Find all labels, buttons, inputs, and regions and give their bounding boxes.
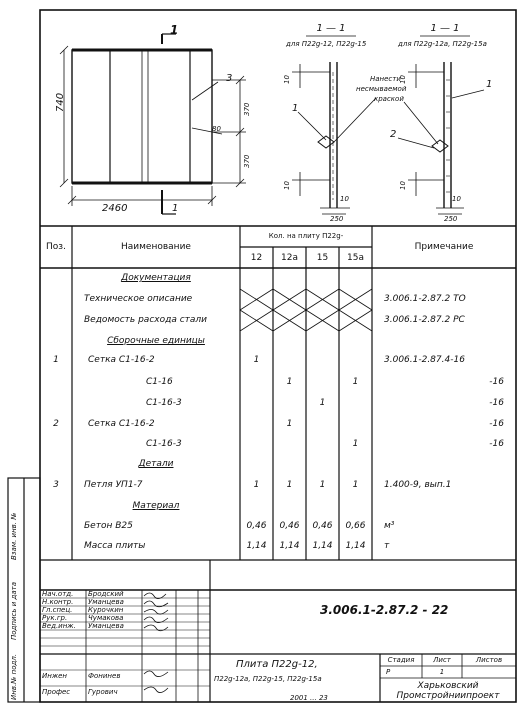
row-12-name: Бетон В25 (84, 521, 133, 531)
row-10-q12a: 1 (286, 480, 293, 490)
row-12-q12a: 0,46 (279, 521, 300, 531)
note-line-2: несмываемой (356, 85, 407, 93)
row-10-q15a: 1 (352, 480, 359, 490)
dim-80: 80 (212, 125, 221, 133)
row-steel-list-note: 3.006.1-2.87.2 РС (384, 315, 465, 325)
row-5-q15a: 1 (352, 377, 359, 387)
col-pos-header: Поз. (46, 242, 66, 252)
row-8-name: С1-16-3 (146, 439, 182, 449)
dim-370-top: 370 (243, 102, 251, 116)
staff-role-1: Н.контр. (42, 598, 74, 606)
stamp-sheet: 1 (439, 668, 445, 676)
row-5-name: С1-16 (146, 377, 173, 387)
col-qty-header: Кол. на плиту П22g- (268, 232, 344, 240)
section-left-subtitle: для П22g-12, П22g-15 (286, 40, 367, 48)
side-strip-replace-label: Взам. инв. № (10, 512, 18, 560)
section-left-dim-10-b: 10 (340, 195, 349, 203)
row-13-note: т (384, 541, 390, 551)
section-right-dim-250: 250 (444, 215, 458, 223)
row-tech-description: Техническое описание (84, 294, 193, 304)
section-assembly-units: Сборочные единицы (107, 336, 205, 346)
row-7-name: Сетка С1-16-2 (88, 419, 155, 429)
row-tech-description-note: 3.006.1-2.87.2 ТО (384, 294, 466, 304)
row-13-q15: 1,14 (312, 541, 333, 551)
staff-name-7: Гурович (88, 688, 118, 696)
row-4-name: Сетка С1-16-2 (88, 355, 155, 365)
row-5-note: -16 (489, 377, 504, 387)
row-7-pos: 2 (53, 419, 59, 429)
staff-name-4: Уманцева (88, 622, 124, 630)
signatures (142, 590, 176, 702)
col-name-header: Наименование (121, 242, 191, 252)
row-4-q12: 1 (253, 355, 260, 365)
stamp-title-line-1: Плита П22g-12, (236, 659, 318, 670)
row-10-name: Петля УП1-7 (84, 480, 143, 490)
callout-3: 3 (226, 73, 233, 84)
row-12-q15: 0,46 (312, 521, 333, 531)
footer-format: 2001 ... 23 (290, 694, 328, 702)
note-line-1: Нанести (370, 75, 401, 83)
row-13-q12a: 1,14 (279, 541, 300, 551)
dim-370-bottom: 370 (243, 154, 251, 168)
row-13-q12: 1,14 (246, 541, 267, 551)
section-left-callout-1: 1 (292, 103, 299, 114)
row-10-note: 1.400-9, вып.1 (384, 480, 452, 490)
col-qty-15: 15 (316, 253, 329, 263)
col-qty-15a: 15а (347, 253, 364, 263)
dim-width-mark: 1 (172, 203, 179, 214)
stamp-org-line-2: Промстройниипроект (396, 691, 500, 701)
dim-height: 740 (55, 92, 66, 112)
section-right-subtitle: для П22g-12а, П22g-15а (398, 40, 487, 48)
stamp-org-line-1: Харьковский (417, 681, 479, 691)
section-right-callout-1: 1 (486, 79, 493, 90)
staff-role-2: Гл.спец. (42, 606, 73, 614)
side-strip-sign-label: Подпись и дата (10, 582, 18, 640)
section-left-dim-250: 250 (330, 215, 344, 223)
staff-role-6: Инжен (42, 672, 68, 680)
row-7-note: -16 (489, 419, 504, 429)
staff-role-4: Вед.инж. (42, 622, 76, 630)
row-5-q12a: 1 (286, 377, 293, 387)
row-7-q12a: 1 (286, 419, 293, 429)
staff-role-7: Профес (42, 688, 71, 696)
row-10-q15: 1 (319, 480, 326, 490)
row-8-q15a: 1 (352, 439, 359, 449)
section-right-dim-10-b: 10 (452, 195, 461, 203)
stamp-sheet-label: Лист (433, 656, 451, 664)
staff-name-1: Уманцева (88, 598, 124, 606)
stamp-doc-code: 3.006.1-2.87.2 - 22 (320, 603, 449, 617)
section-left-dim-10-top: 10 (283, 75, 291, 84)
section-documentation: Документация (121, 273, 191, 283)
staff-name-2: Курочкин (88, 606, 124, 614)
row-13-q15a: 1,14 (345, 541, 366, 551)
row-13-name: Масса плиты (84, 541, 146, 551)
row-10-q12: 1 (253, 480, 260, 490)
row-12-q12: 0,46 (246, 521, 267, 531)
section-right-dim-10-top: 10 (399, 75, 407, 84)
section-right-title: 1 — 1 (430, 23, 460, 34)
section-mark-top: 1 (170, 23, 179, 37)
row-10-pos: 3 (53, 480, 59, 490)
section-details: Детали (138, 459, 174, 469)
row-6-q15: 1 (319, 398, 326, 408)
stamp-sheets-label: Листов (475, 656, 503, 664)
section-right-callout-2: 2 (390, 129, 397, 140)
row-6-name: С1-16-3 (146, 398, 182, 408)
side-strip-inv-label: Инв.№ подл. (10, 653, 18, 700)
staff-name-3: Чумакова (88, 614, 124, 622)
dim-width: 2460 (102, 203, 128, 214)
stamp-stage-label: Стадия (387, 656, 415, 664)
section-right-dim-10-bottom: 10 (399, 181, 407, 190)
row-4-note: 3.006.1-2.87.4-16 (384, 355, 465, 365)
col-qty-12: 12 (250, 253, 263, 263)
row-6-note: -16 (489, 398, 504, 408)
section-left-dim-10-bottom: 10 (283, 181, 291, 190)
staff-name-6: Фонинев (88, 672, 121, 680)
staff-role-3: Рук.гр. (42, 614, 68, 622)
staff-role-0: Нач.отд. (42, 590, 74, 598)
row-4-pos: 1 (53, 355, 59, 365)
row-steel-list: Ведомость расхода стали (84, 315, 208, 325)
stamp-title-line-2: П22g-12а, П22g-15, П22g-15а (214, 675, 322, 683)
row-12-note: м³ (384, 521, 395, 531)
section-left-title: 1 — 1 (316, 23, 346, 34)
col-note-header: Примечание (414, 242, 474, 252)
staff-name-0: Бродский (88, 590, 124, 598)
col-qty-12a: 12а (281, 253, 298, 263)
row-8-note: -16 (489, 439, 504, 449)
section-material: Материал (132, 501, 180, 511)
note-line-3: краской (374, 95, 404, 103)
stamp-stage: Р (386, 668, 391, 676)
row-12-q15a: 0,66 (345, 521, 366, 531)
